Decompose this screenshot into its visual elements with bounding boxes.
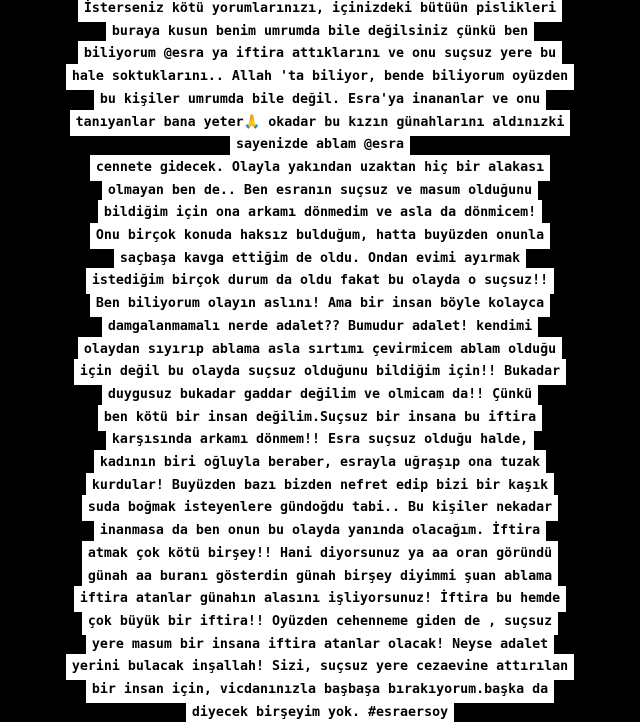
- story-text-line-label: bu kişiler umrumda bile değil. Esra'ya inananlar ve onu: [94, 87, 546, 113]
- story-text-line-label: İsterseniz kötü yorumlarınızı, içinizdeki bütüün pislikleri: [78, 0, 562, 22]
- story-text-line-label: kurdular! Buyüzden bazı bizden nefret edip bizi bir kaşık: [86, 473, 554, 499]
- story-text-line-label: Ben biliyorum olayın aslını! Ama bir insan böyle kolayca: [90, 291, 550, 317]
- story-text-line-label: çok büyük bir iftira!! Oyüzden cehenneme giden de , suçsuz: [82, 609, 558, 635]
- story-text-line-label: damgalanmamalı nerde adalet?? Bumudur adalet! kendimi: [102, 314, 538, 340]
- story-text-line-label: saçbaşa kavga ettiğim de oldu. Ondan evimi ayırmak: [114, 246, 526, 272]
- story-text-line-label: Onu birçok konuda haksız bulduğum, hatta buyüzden onunla: [90, 223, 550, 249]
- story-text-line: [0, 700, 640, 722]
- story-text-line-label: yerini bulacak inşallah! Sizi, suçsuz yere cezaevine attırılan: [66, 654, 574, 680]
- story-text-line-label: sayenizde ablam @esra: [230, 132, 410, 158]
- story-text-line-label: günah aa buranı gösterdin günah birşey diyimmi şuan ablama: [82, 564, 558, 590]
- story-text-line-label: duygusuz bukadar gaddar değilim ve olmicam da!! Çünkü: [102, 382, 538, 408]
- story-text-line-label: olaydan sıyırıp ablama asla sırtımı çevirmicem ablam olduğu: [78, 337, 562, 363]
- story-text-line-label: atmak çok kötü birşey!! Hani diyorsunuz ya aa oran göründü: [82, 541, 558, 567]
- story-text-line-label: bildiğim için ona arkamı dönmedim ve asla da dönmicem!: [98, 200, 542, 226]
- story-text-line-label: yere masum bir insana iftira atanlar olacak! Neyse adalet: [86, 632, 554, 658]
- story-text-line-label: için değil bu olayda suçsuz olduğunu bildiğim için!! Bukadar: [74, 359, 566, 385]
- story-text-line-label: kadının biri oğluyla beraber, esrayla uğraşıp ona tuzak: [94, 450, 546, 476]
- story-text-line-label: diyecek birşeyim yok. #esraersoy: [186, 700, 454, 722]
- story-text-line-label: cennete gidecek. Olayla yakından uzaktan hiç bir alakası: [90, 155, 550, 181]
- story-text-line-label: tanıyanlar bana yeter🙏 okadar bu kızın günahlarını aldınızki: [70, 110, 571, 136]
- story-text-line-label: olmayan ben de.. Ben esranın suçsuz ve masum olduğunu: [102, 178, 538, 204]
- story-text-line-label: ben kötü bir insan değilim.Suçsuz bir insana bu iftira: [98, 405, 542, 431]
- story-text-line-label: karşısında arkamı dönmem!! Esra suçsuz olduğu halde,: [106, 427, 534, 453]
- story-text-line-label: buraya kusun benim umrumda bile değilsiniz çünkü ben: [106, 19, 534, 45]
- story-text-line-label: hale soktuklarını.. Allah 'ta biliyor, bende biliyorum oyüzden: [66, 64, 574, 90]
- story-text-line-label: inanmasa da ben onun bu olayda yanında olacağım. İftira: [94, 518, 546, 544]
- story-text-line-label: suda boğmak isteyenlere gündoğdu tabi.. Bu kişiler nekadar: [82, 495, 558, 521]
- story-text-line-label: istediğim birçok durum da oldu fakat bu olayda o suçsuz!!: [86, 268, 554, 294]
- story-text-line-label: biliyorum @esra ya iftira attıklarını ve onu suçsuz yere bu: [78, 41, 562, 67]
- story-text-line-label: iftira atanlar günahın alasını işliyorsunuz! İftira bu hemde: [74, 586, 566, 612]
- story-text-line-label: bir insan için, vicdanınızla başbaşa bırakıyorum.başka da: [86, 677, 554, 703]
